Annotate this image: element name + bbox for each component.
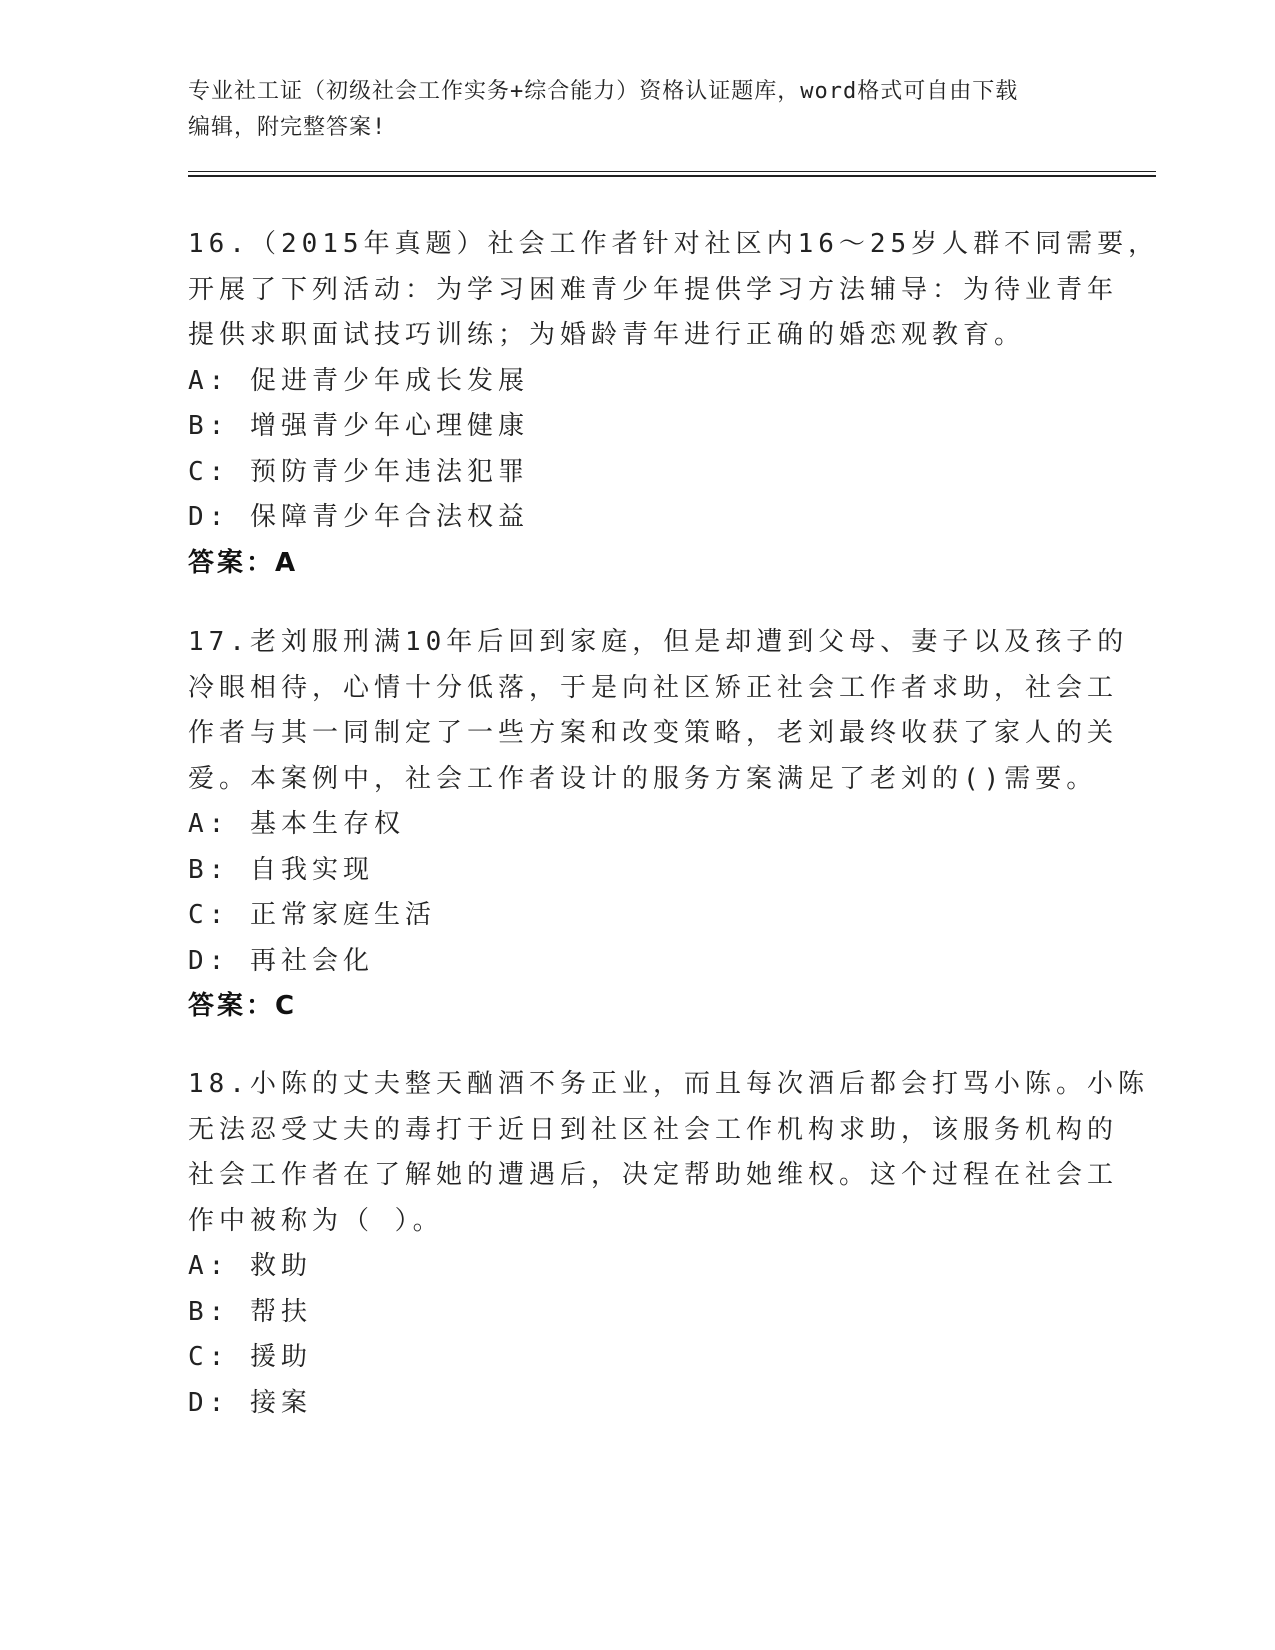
option-b: B: 帮扶 [188, 1296, 312, 1327]
stem-line: 提供求职面试技巧训练；为婚龄青年进行正确的婚恋观教育。 [188, 320, 1026, 350]
option-b: B: 自我实现 [188, 854, 374, 885]
answer-label: 答案：A [188, 547, 299, 578]
header-divider-thin [188, 171, 1156, 172]
answer-label: 答案：C [188, 991, 298, 1021]
stem-line: 作者与其一同制定了一些方案和改变策略，老刘最终收获了家人的关 [188, 718, 1119, 748]
stem-line: 作中被称为（ ）。 [188, 1205, 444, 1236]
question-stem [188, 620, 1129, 802]
option-a: A: 救助 [188, 1251, 312, 1281]
option-c: C: 援助 [188, 1342, 312, 1372]
stem-line: 无法忍受丈夫的毒打于近日到社区社会工作机构求助，该服务机构的 [188, 1114, 1119, 1145]
question-stem [188, 222, 1160, 359]
stem-line: 社会工作者在了解她的遭遇后，决定帮助她维权。这个过程在社会工 [188, 1160, 1119, 1190]
question-16 [188, 222, 1160, 586]
stem-line: 爱。本案例中，社会工作者设计的服务方案满足了老刘的()需要。 [188, 763, 1098, 794]
option-a: A: 促进青少年成长发展 [188, 365, 529, 396]
option-d: D: 保障青少年合法权益 [188, 502, 529, 532]
stem-line: 17.老刘服刑满10年后回到家庭，但是却遭到父母、妻子以及孩子的 [188, 627, 1129, 657]
option-d: D: 再社会化 [188, 945, 374, 976]
header-divider-thick [188, 175, 1156, 177]
stem-line: 16.（2015年真题）社会工作者针对社区内16～25岁人群不同需要， [188, 229, 1160, 259]
question-18 [188, 1062, 1149, 1426]
stem-line: 冷眼相待，心情十分低落，于是向社区矫正社会工作者求助，社会工 [188, 672, 1119, 703]
stem-line: 18.小陈的丈夫整天酗酒不务正业，而且每次酒后都会打骂小陈。小陈 [188, 1069, 1149, 1099]
option-d: D: 接案 [188, 1387, 312, 1418]
question-stem [188, 1062, 1149, 1244]
option-b: B: 增强青少年心理健康 [188, 411, 529, 441]
header-line-2: 编辑，附完整答案! [188, 115, 387, 140]
option-c: C: 预防青少年违法犯罪 [188, 456, 529, 487]
option-c: C: 正常家庭生活 [188, 900, 436, 930]
question-17 [188, 620, 1129, 1030]
option-a: A: 基本生存权 [188, 809, 405, 839]
stem-line: 开展了下列活动：为学习困难青少年提供学习方法辅导：为待业青年 [188, 274, 1119, 305]
document-header [188, 74, 1088, 146]
header-line-1: 专业社工证（初级社会工作实务+综合能力）资格认证题库，word格式可自由下载 [188, 79, 1019, 104]
